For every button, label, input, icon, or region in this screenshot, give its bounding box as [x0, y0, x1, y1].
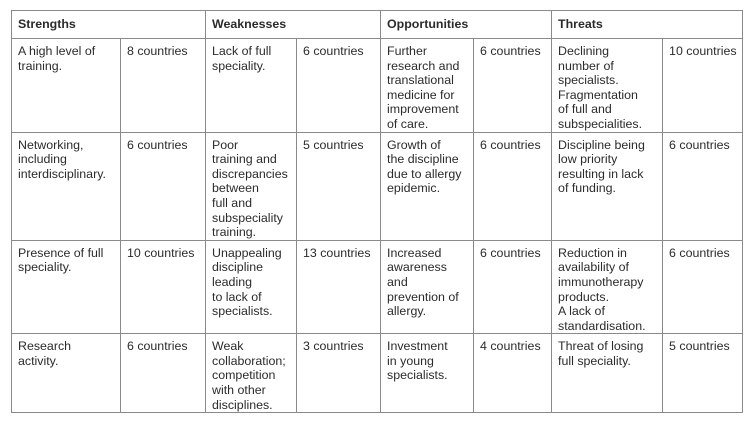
cell-line: awareness: [387, 260, 447, 275]
cell-line: of funding.: [558, 181, 616, 196]
threat-count-cell: 10 countries: [663, 39, 743, 133]
cell-line: specialists.: [212, 304, 273, 319]
cell-line: Weak: [212, 339, 244, 354]
opportunity-count-cell: 4 countries: [474, 334, 552, 413]
cell-line: research and: [387, 58, 460, 73]
cell-line: allergy.: [387, 304, 427, 319]
strength-count-cell: 8 countries: [121, 39, 206, 133]
cell-line: to lack of: [212, 289, 262, 304]
threat-text-cell: [552, 132, 663, 240]
weakness-count-cell: 13 countries: [297, 240, 381, 334]
cell-line: A lack of: [558, 304, 605, 319]
cell-line: due to allergy: [387, 166, 462, 181]
cell-line: improvement: [387, 102, 459, 117]
header-strengths: Strengths: [12, 11, 206, 39]
weakness-count-cell: 3 countries: [297, 334, 381, 413]
threat-text-cell: [552, 240, 663, 334]
cell-line: Presence of full: [18, 245, 104, 260]
cell-line: A high level of: [18, 44, 96, 58]
cell-line: discipline: [212, 260, 263, 275]
cell-line: in young: [387, 353, 434, 368]
opportunity-text-cell: [381, 39, 474, 133]
cell-line: activity.: [18, 353, 59, 368]
cell-line: between: [212, 181, 259, 196]
cell-line: Fragmentation: [558, 87, 638, 102]
table-row: [12, 334, 743, 413]
cell-line: low priority: [558, 152, 618, 167]
cell-line: Discipline being: [558, 137, 645, 152]
strength-text-cell: [12, 39, 121, 133]
strength-count-cell: 6 countries: [121, 132, 206, 240]
cell-line: Increased: [387, 245, 442, 260]
weakness-count-cell: 5 countries: [297, 132, 381, 240]
cell-line: training.: [212, 225, 257, 240]
cell-line: Networking,: [18, 137, 84, 152]
cell-line: competition: [212, 368, 276, 383]
table-row: [12, 39, 743, 133]
cell-line: Growth of: [387, 137, 441, 152]
header-opportunities: Opportunities: [381, 11, 552, 39]
cell-line: specialists.: [387, 368, 448, 383]
cell-line: prevention of: [387, 289, 459, 304]
cell-line: Threat of losing: [558, 339, 644, 354]
weakness-count-cell: 6 countries: [297, 39, 381, 133]
weakness-text-cell: [206, 334, 297, 413]
cell-line: immunotherapy: [558, 274, 644, 289]
swot-table: [11, 10, 743, 413]
cell-line: of care.: [387, 116, 429, 131]
threat-count-cell: 6 countries: [663, 132, 743, 240]
cell-line: medicine for: [387, 87, 455, 102]
opportunity-text-cell: [381, 334, 474, 413]
cell-line: training.: [18, 58, 63, 73]
opportunity-text-cell: [381, 240, 474, 334]
opportunity-text-cell: [381, 132, 474, 240]
cell-line: Declining: [558, 44, 610, 58]
opportunity-count-cell: 6 countries: [474, 132, 552, 240]
cell-line: collaboration;: [212, 353, 286, 368]
cell-line: discrepancies: [212, 166, 288, 181]
threat-count-cell: 5 countries: [663, 334, 743, 413]
threat-text-cell: [552, 39, 663, 133]
strength-text-cell: [12, 240, 121, 334]
cell-line: training and: [212, 152, 277, 167]
cell-line: products.: [558, 289, 610, 304]
cell-line: of full and: [558, 102, 612, 117]
threat-count-cell: 6 countries: [663, 240, 743, 334]
weakness-text-cell: [206, 132, 297, 240]
cell-line: subspeciality: [212, 210, 283, 225]
cell-line: including: [18, 152, 67, 167]
opportunity-count-cell: 6 countries: [474, 39, 552, 133]
table-row: [12, 132, 743, 240]
cell-line: speciality.: [212, 58, 266, 73]
cell-line: and: [387, 274, 408, 289]
cell-line: availability of: [558, 260, 629, 275]
strength-text-cell: [12, 132, 121, 240]
cell-line: leading: [212, 274, 252, 289]
opportunity-count-cell: 6 countries: [474, 240, 552, 334]
threat-text-cell: [552, 334, 663, 413]
strength-text-cell: [12, 334, 121, 413]
cell-line: subspecialities.: [558, 116, 643, 131]
weakness-text-cell: [206, 39, 297, 133]
cell-line: Lack of full: [212, 44, 272, 58]
cell-line: Poor: [212, 137, 239, 152]
cell-line: Research: [18, 339, 72, 354]
cell-line: speciality.: [18, 260, 72, 275]
cell-line: standardisation.: [558, 318, 646, 333]
cell-line: interdisciplinary.: [18, 166, 106, 181]
weakness-text-cell: [206, 240, 297, 334]
cell-line: Unappealing: [212, 245, 282, 260]
header-weaknesses: Weaknesses: [206, 11, 381, 39]
cell-line: with other: [212, 383, 266, 398]
table-row: [12, 240, 743, 334]
cell-line: full speciality.: [558, 353, 631, 368]
cell-line: disciplines.: [212, 397, 273, 412]
cell-line: Further: [387, 44, 427, 58]
cell-line: resulting in lack: [558, 166, 644, 181]
cell-line: number of: [558, 58, 614, 73]
cell-line: the discipline: [387, 152, 459, 167]
cell-line: Reduction in: [558, 245, 627, 260]
cell-line: full and: [212, 195, 252, 210]
cell-line: specialists.: [558, 73, 619, 88]
strength-count-cell: 10 countries: [121, 240, 206, 334]
header-threats: Threats: [552, 11, 743, 39]
cell-line: epidemic.: [387, 181, 441, 196]
cell-line: translational: [387, 73, 454, 88]
cell-line: Investment: [387, 339, 448, 354]
header-row: [12, 11, 743, 39]
strength-count-cell: 6 countries: [121, 334, 206, 413]
